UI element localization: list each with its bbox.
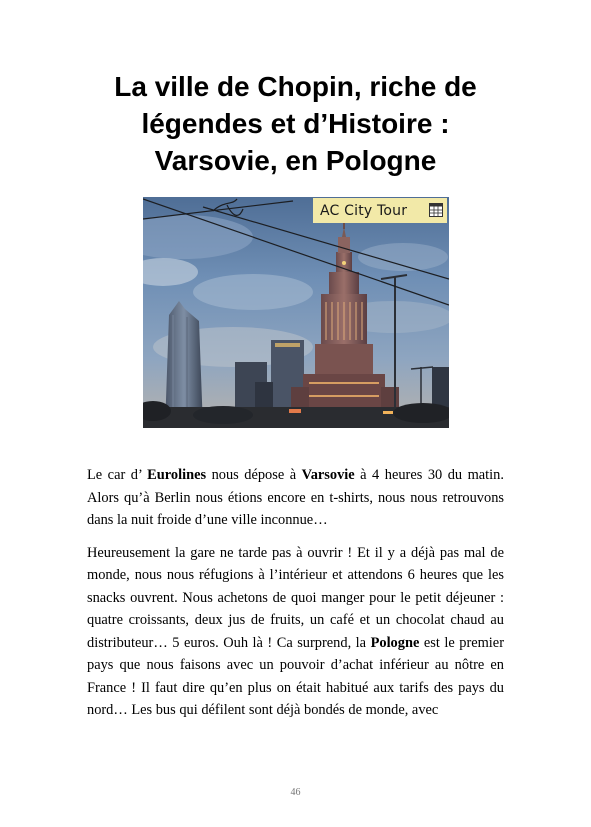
paragraph-2-text-a: Heureusement la gare ne tarde pas à ouvrir ! Et il y a déjà pas mal de monde, nous nous réfugions à l’intérieur et attendons 6 heures que les snacks ouvrent. Nous achetons de quoi manger pour le petit déjeuner : quatre croissants, deux jus de fruits, un café et un chocolat chaud au distributeur… 5 euros. Ouh là ! Ca surprend, la — [87, 544, 504, 651]
pologne-bold: Pologne — [370, 634, 420, 651]
paragraph-1-text-c: à 4 heures 30 du matin. Alors qu’à Berlin nous étions encore en t-shirts, nous nous retrouvons dans la nuit froide d’une ville inconnue… — [87, 467, 504, 528]
watermark-label: AC City Tour — [320, 202, 408, 219]
paragraph-1 — [87, 464, 504, 532]
title-line-3: Varsovie, en Pologne — [154, 145, 437, 176]
ac-city-tour-watermark — [313, 198, 447, 223]
paragraph-1-text-b: nous dépose à — [206, 467, 302, 483]
page-number: 46 — [290, 787, 301, 798]
title-line-1: La ville de Chopin, riche de — [114, 71, 477, 102]
calendar-icon — [429, 203, 443, 217]
varsovie-bold: Varsovie — [301, 467, 355, 483]
warsaw-skyline-photo — [143, 197, 449, 428]
paragraph-1-text-a: Le car d’ — [87, 467, 148, 483]
paragraph-2 — [87, 542, 504, 722]
page-title — [60, 68, 531, 179]
paragraph-2-text-b: est le premier pays que nous faisons avec un pouvoir d’achat inférieur au nôtre en France ! Il faut dire qu’en plus on était habitué aux tarifs des pays du nord… Les bus qui défilent sont déjà bondés de monde, avec — [87, 634, 504, 718]
title-line-2: légendes et d’Histoire : — [141, 108, 450, 139]
article-body — [87, 464, 504, 732]
eurolines-bold: Eurolines — [147, 467, 207, 483]
